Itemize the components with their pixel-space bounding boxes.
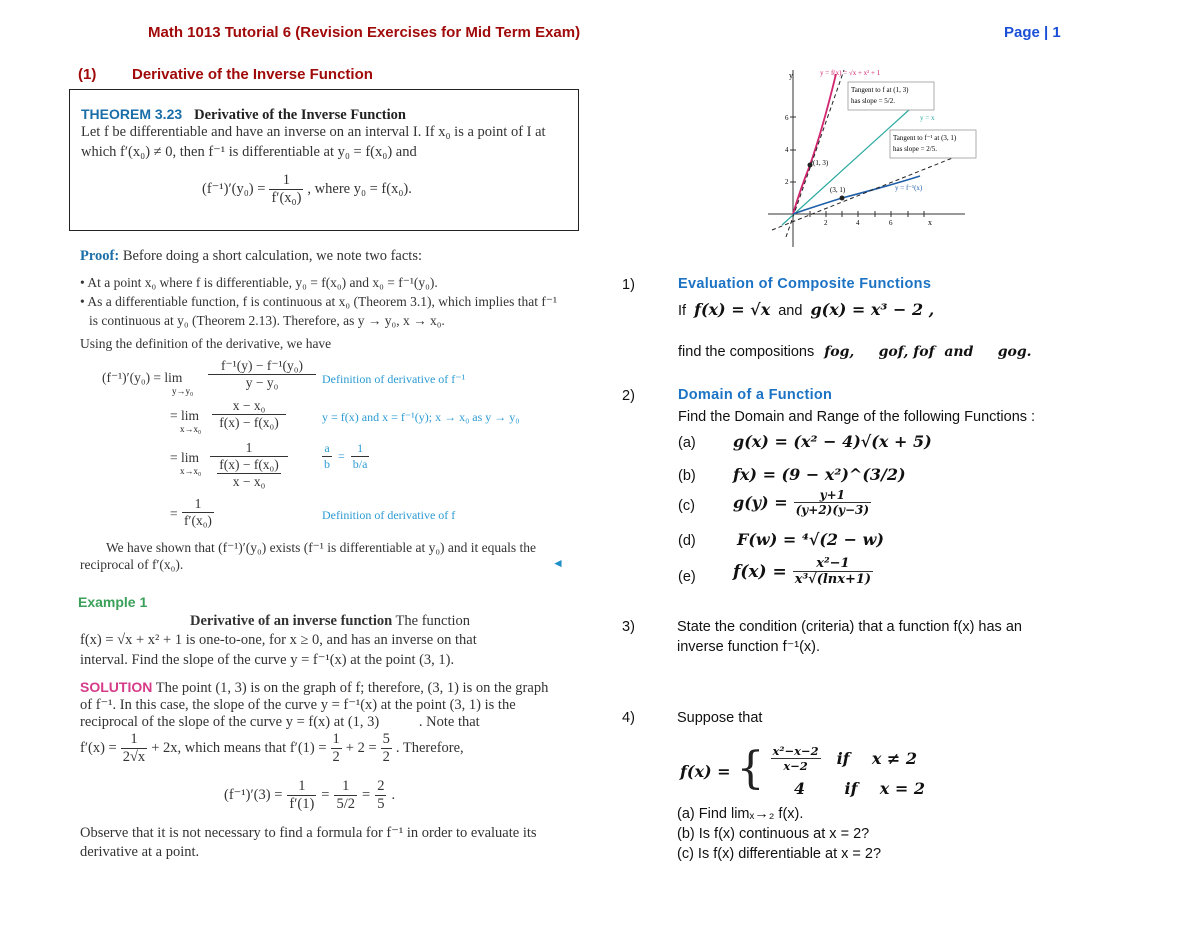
- tangent-inv-text-2: has slope = 2/5.: [893, 145, 937, 153]
- q2-part-e-label: (e): [678, 569, 696, 585]
- deriv-rest: + 2x, which means that f′(1) =: [151, 740, 327, 756]
- step4-num: 1: [182, 496, 214, 513]
- q2-title: Domain of a Function: [678, 387, 833, 403]
- step3-den-num: f(x) − f(x₀): [219, 457, 279, 472]
- section-number: (1): [78, 66, 97, 83]
- q2-part-c-lhs: g(y) =: [733, 493, 788, 512]
- q4-number: 4): [622, 710, 635, 726]
- inv-lhs: (f⁻¹)′(3) =: [224, 787, 283, 803]
- solution-line-3: [80, 714, 480, 731]
- y-tick-2: 2: [785, 178, 789, 186]
- proof-bullet-1: • At a point x₀ where f is differentiable, y₀ = f(x₀) and x₀ = f⁻¹(y₀).: [80, 275, 438, 290]
- step4-note: Definition of derivative of f: [322, 508, 456, 522]
- formula-rhs: , where y₀ = f(x₀).: [307, 181, 412, 197]
- step3-den-den: x − x₀: [232, 474, 266, 489]
- q4-lhs: f(x) =: [680, 761, 731, 781]
- deriv-half-den: 2: [332, 749, 340, 765]
- proof-conclusion-2: reciprocal of f′(x₀).: [80, 557, 184, 572]
- example-label: Example 1: [78, 594, 148, 610]
- q4-case2-cond: if x = 2: [844, 779, 926, 798]
- step3-note: $\frac{a}{b}$ = $\frac{1}{b/a}$: [324, 441, 368, 471]
- deriv-lhs: f′(x) =: [80, 740, 117, 756]
- q2-part-c-num: y+1: [794, 488, 871, 503]
- line-y-equals-x: [782, 109, 910, 225]
- y-tick-6: 6: [785, 114, 789, 122]
- example-line-1: f(x) = √x + x² + 1 is one-to-one, for x ≥ 0, and has an inverse on that: [80, 632, 477, 648]
- q4-part-c: (c) Is f(x) differentiable at x = 2?: [677, 846, 882, 862]
- q1-f-def: f(x) = √x: [694, 300, 771, 319]
- deriv-result-num: 5: [382, 731, 390, 747]
- proof-using: Using the definition of the derivative, we have: [80, 336, 332, 351]
- inverse-derivative-line: [224, 778, 395, 813]
- inv-eq-1: =: [321, 787, 330, 803]
- example-title: Derivative of an inverse function: [190, 613, 393, 629]
- deriv-plus: + 2 =: [345, 740, 377, 756]
- q1-instruction: [678, 344, 1032, 360]
- deriv-den: 2√x: [122, 749, 146, 765]
- solution-line-1: [80, 679, 548, 697]
- q3-line-1: State the condition (criteria) that a function f(x) has an: [677, 619, 1022, 635]
- proof-intro: [80, 248, 422, 265]
- step2-frac: [212, 398, 286, 431]
- observe-line-2: derivative at a point.: [80, 844, 200, 860]
- theorem-box: [69, 89, 579, 231]
- example-line-2: interval. Find the slope of the curve y = f⁻¹(x) at the point (3, 1).: [80, 652, 455, 668]
- y-axis-label: y: [789, 71, 793, 80]
- q2-part-d-expr: F(w) = ⁴√(2 − w): [737, 530, 884, 549]
- proof-intro-text: Before doing a short calculation, we note two facts:: [122, 248, 422, 264]
- x-tick-4: 4: [856, 219, 860, 227]
- q2-part-a-expr: g(x) = (x² − 4)√(x + 5): [733, 432, 932, 451]
- q4-case1-num: x²−x−2: [772, 744, 819, 758]
- inv-end: .: [391, 787, 396, 803]
- tangent-f: [786, 70, 844, 237]
- inv-den-1: f′(1): [289, 796, 315, 812]
- curve-f-inverse: [793, 176, 920, 214]
- formula-lhs: (f⁻¹)′(y₀) =: [202, 181, 266, 197]
- proof-label: Proof:: [80, 248, 120, 264]
- q4-case2-val: 4: [793, 779, 806, 798]
- q2-part-e-den: x³√(lnx+1): [794, 572, 872, 587]
- solution-label: SOLUTION: [80, 679, 153, 695]
- q3-line-2: inverse function f⁻¹(x).: [677, 639, 821, 655]
- q4-part-b: (b) Is f(x) continuous at x = 2?: [677, 826, 870, 842]
- q1-if: If: [678, 303, 687, 319]
- step3-note-bc: b/a: [352, 457, 368, 471]
- q2-part-e-lhs: f(x) =: [733, 561, 787, 582]
- step4-lhs: =: [170, 506, 178, 521]
- point-3-1: [840, 196, 845, 201]
- q2-instruction: Find the Domain and Range of the following Functions :: [678, 409, 1036, 425]
- y-equals-x-label: y = x: [920, 114, 935, 122]
- q2-part-c-expr: [733, 488, 871, 517]
- q2-part-e-expr: [733, 556, 873, 587]
- q1-compositions: fog, gof, fof and gog.: [824, 344, 1032, 360]
- step3-frac: [210, 440, 288, 490]
- step1-frac: [208, 358, 316, 391]
- step2-num: x − x₀: [212, 398, 286, 415]
- q4-piecewise: [680, 744, 925, 798]
- q1-find: find the compositions: [678, 344, 815, 360]
- inv-den-3: 5: [377, 796, 385, 812]
- solution-text-3: reciprocal of the slope of the curve y = f(x) at (1, 3): [80, 714, 380, 730]
- inv-eq-2: =: [362, 787, 371, 803]
- q1-number: 1): [622, 277, 635, 293]
- q3-number: 3): [622, 619, 635, 635]
- formula-denominator: f′(x₀): [271, 190, 302, 206]
- inv-num-1: 1: [287, 778, 316, 796]
- proof-bullet-2b: is continuous at y₀ (Theorem 2.13). Therefore, as y → y₀, x → x₀.: [89, 313, 445, 328]
- q4-case1-den: x−2: [783, 759, 808, 773]
- solution-line-2: of f⁻¹. In this case, the slope of the curve y = f⁻¹(x) at the point (3, 1) is the: [80, 697, 516, 713]
- step1-den: y − y₀: [245, 375, 279, 390]
- example-heading: [190, 613, 470, 630]
- theorem-formula: [202, 172, 412, 207]
- step3-note-1: 1: [351, 441, 370, 457]
- tangent-inv-text-1: Tangent to f⁻¹ at (3, 1): [893, 134, 957, 142]
- tangent-f-text-2: has slope = 5/2.: [851, 97, 895, 105]
- solution-text-1: The point (1, 3) is on the graph of f; therefore, (3, 1) is on the graph: [155, 680, 549, 696]
- q1-title: Evaluation of Composite Functions: [678, 276, 932, 292]
- step3-lhs: = lim: [170, 450, 199, 465]
- step2-den: f(x) − f(x₀): [219, 415, 279, 430]
- point-1-3: [808, 163, 813, 168]
- step1-sub: y→y₀: [172, 386, 194, 396]
- page-number: Page | 1: [1004, 24, 1061, 41]
- q4-part-a: (a) Find limₓ→₂ f(x).: [677, 806, 804, 822]
- q2-part-c-label: (c): [678, 498, 695, 514]
- q2-part-a-label: (a): [678, 435, 696, 451]
- step3-num: 1: [210, 440, 288, 457]
- q4-intro: Suppose that: [677, 710, 763, 726]
- deriv-num: 1: [121, 731, 147, 749]
- example-title-rest: The function: [395, 613, 471, 629]
- point-1-3-label: (1, 3): [813, 159, 829, 167]
- q1-definitions: [678, 300, 934, 319]
- theorem-line-2: which f′(x₀) ≠ 0, then f⁻¹ is differentiable at y₀ = f(x₀) and: [81, 144, 417, 160]
- theorem-name: Derivative of the Inverse Function: [194, 107, 406, 123]
- inv-num-2: 1: [334, 778, 357, 796]
- left-brace-icon: {: [736, 743, 765, 794]
- tangent-f-text-1: Tangent to f at (1, 3): [851, 86, 909, 94]
- curve-f-inverse-label: y = f⁻¹(x): [895, 184, 923, 192]
- q1-g-def: g(x) = x³ − 2 ,: [810, 300, 935, 319]
- x-tick-2: 2: [824, 219, 828, 227]
- step1-num: f⁻¹(y) − f⁻¹(y₀): [208, 358, 316, 375]
- curve-f-label: y = f(x) = √x + x² + 1: [820, 69, 881, 77]
- step3-note-a: a: [322, 441, 332, 457]
- deriv-end: . Therefore,: [395, 740, 464, 756]
- section-title: Derivative of the Inverse Function: [132, 66, 373, 83]
- q2-part-b-expr: fx) = (9 − x²)^(3/2): [733, 465, 906, 484]
- q2-part-e-num: x²−1: [793, 556, 873, 572]
- observe-line-1: Observe that it is not necessary to find a formula for f⁻¹ in order to evaluate its: [80, 825, 537, 841]
- q4-case1-cond: if x ≠ 2: [836, 749, 918, 768]
- step1-lhs: (f⁻¹)′(y₀) = lim: [102, 370, 183, 385]
- document-title: Math 1013 Tutorial 6 (Revision Exercises for Mid Term Exam): [148, 24, 581, 41]
- point-3-1-label: (3, 1): [830, 186, 846, 194]
- step2-note: y = f(x) and x = f⁻¹(y); x → x₀ as y → y₀: [322, 410, 520, 424]
- formula-numerator: 1: [269, 172, 303, 190]
- q2-part-c-den: (y+2)(y−3): [795, 503, 870, 517]
- step2-sub: x→x₀: [180, 424, 202, 434]
- q2-part-d-label: (d): [678, 533, 696, 549]
- step3-sub: x→x₀: [180, 466, 202, 476]
- q1-and: and: [778, 303, 803, 319]
- theorem-label: THEOREM 3.23: [81, 106, 183, 122]
- y-tick-4: 4: [785, 146, 789, 154]
- formula-fraction: [269, 172, 303, 207]
- solution-text-3b: . Note that: [418, 714, 480, 730]
- deriv-half-num: 1: [332, 731, 340, 747]
- x-tick-6: 6: [889, 219, 893, 227]
- step4-den: f′(x₀): [184, 513, 212, 528]
- deriv-result-den: 2: [382, 749, 390, 765]
- step4-frac: [182, 496, 214, 529]
- x-axis-label: x: [928, 218, 932, 227]
- proof-bullet-2a: • As a differentiable function, f is continuous at x₀ (Theorem 3.1), which implies that f⁻¹: [80, 294, 557, 309]
- theorem-line-1: Let f be differentiable and have an inverse on an interval I. If x₀ is a point of I at: [81, 124, 546, 140]
- derivative-line: [80, 731, 464, 766]
- inv-num-3: 2: [377, 778, 385, 794]
- inv-den-2: 5/2: [336, 796, 356, 812]
- q2-part-b-label: (b): [678, 468, 696, 484]
- proof-conclusion-1: We have shown that (f⁻¹)′(y₀) exists (f⁻¹ is differentiable at y₀) and it equals the: [106, 540, 536, 555]
- q2-number: 2): [622, 388, 635, 404]
- end-of-proof-icon: ◄: [552, 556, 564, 570]
- step2-lhs: = lim: [170, 408, 199, 423]
- step1-note: Definition of derivative of f⁻¹: [322, 372, 466, 386]
- step3-note-b: b: [324, 457, 330, 471]
- inverse-function-graph: [760, 62, 980, 252]
